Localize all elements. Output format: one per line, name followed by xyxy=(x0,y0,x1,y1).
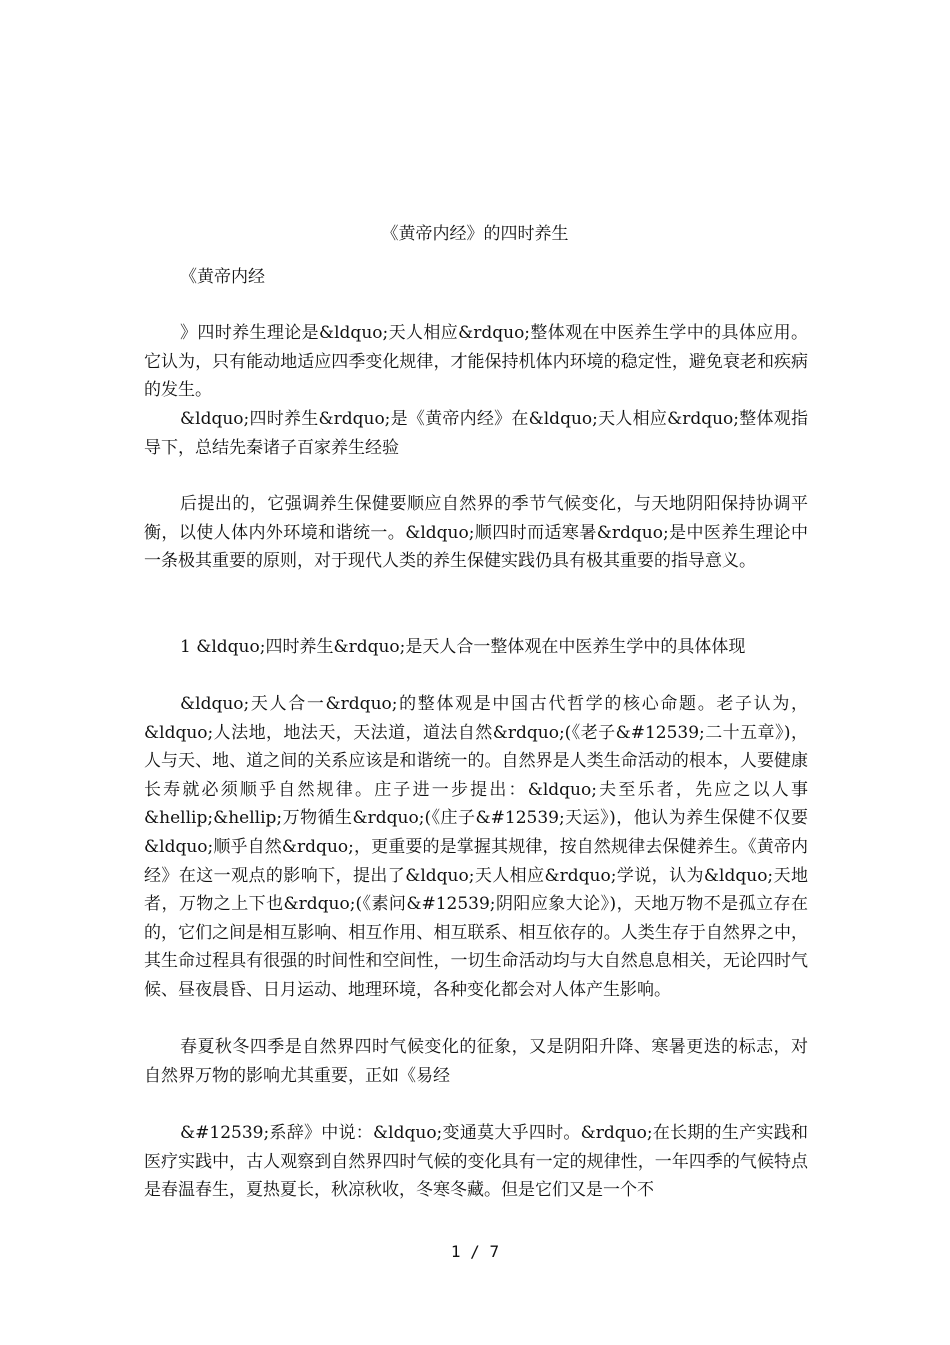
paragraph-3: &ldquo;四时养生&rdquo;是《黄帝内经》在&ldquo;天人相应&rdquo;整体观指导下，总结先秦诸子百家养生经验 xyxy=(144,409,808,458)
paragraph-4: 后提出的，它强调养生保健要顺应自然界的季节气候变化，与天地阴阳保持协调平衡，以使人体内外环境和谐统一。&ldquo;顺四时而适寒暑&rdquo;是中医养生理论中一条极其重要的原则，对于现代人类的养生保健实践仍具有极其重要的指导意义。 xyxy=(144,494,808,572)
document-title: 《黄帝内经》的四时养生 xyxy=(381,224,569,244)
paragraph-2: 》四时养生理论是&ldquo;天人相应&rdquo;整体观在中医养生学中的具体应用。它认为，只有能动地适应四季变化规律，才能保持机体内环境的稳定性，避免衰老和疾病的发生。 xyxy=(144,323,808,401)
paragraph-1: 《黄帝内经 xyxy=(180,267,265,287)
paragraph-6: 春夏秋冬四季是自然界四时气候变化的征象，又是阴阳升降、寒暑更迭的标志，对自然界万物的影响尤其重要，正如《易经 xyxy=(144,1037,808,1086)
page-number: 1 / 7 xyxy=(450,1242,500,1261)
paragraph-5: &ldquo;天人合一&rdquo;的整体观是中国古代哲学的核心命题。老子认为，&ldquo;人法地，地法天，天法道，道法自然&rdquo;(《老子&#12539;二十五章》)，人与天、地、道之间的关系应该是和谐统一的。自然界是人类生命活动的根本，人要健康长寿就必须顺乎自然规律。庄子进一步提出：&ldquo;夫至乐者，先应之以人事&hellip;&hellip;万物循生&rdquo;(《庄子&#12539;天运》)，他认为养生保健不仅要&ldquo;顺乎自然&rdquo;，更重要的是掌握其规律，按自然规律去保健养生。《黄帝内经》在这一观点的影响下，提出了&ldquo;天人相应&rdquo;学说，认为&ldquo;天地者，万物之上下也&rdquo;(《素问&#12539;阴阳应象大论》)，天地万物不是孤立存在的，它们之间是相互影响、相互作用、相互联系、相互依存的。人类生存于自然界之中，其生命过程具有很强的时间性和空间性，一切生命活动均与大自然息息相关，无论四时气候、昼夜晨昏、日月运动、地理环境，各种变化都会对人体产生影响。 xyxy=(144,694,808,1000)
section-heading-1: 1 &ldquo;四时养生&rdquo;是天人合一整体观在中医养生学中的具体体现 xyxy=(180,637,746,657)
paragraph-7: &#12539;系辞》中说：&ldquo;变通莫大乎四时。&rdquo;在长期的生产实践和医疗实践中，古人观察到自然界四时气候的变化具有一定的规律性，一年四季的气候特点是春温春生，夏热夏长，秋凉秋收，冬寒冬藏。但是它们又是一个不 xyxy=(144,1123,808,1201)
